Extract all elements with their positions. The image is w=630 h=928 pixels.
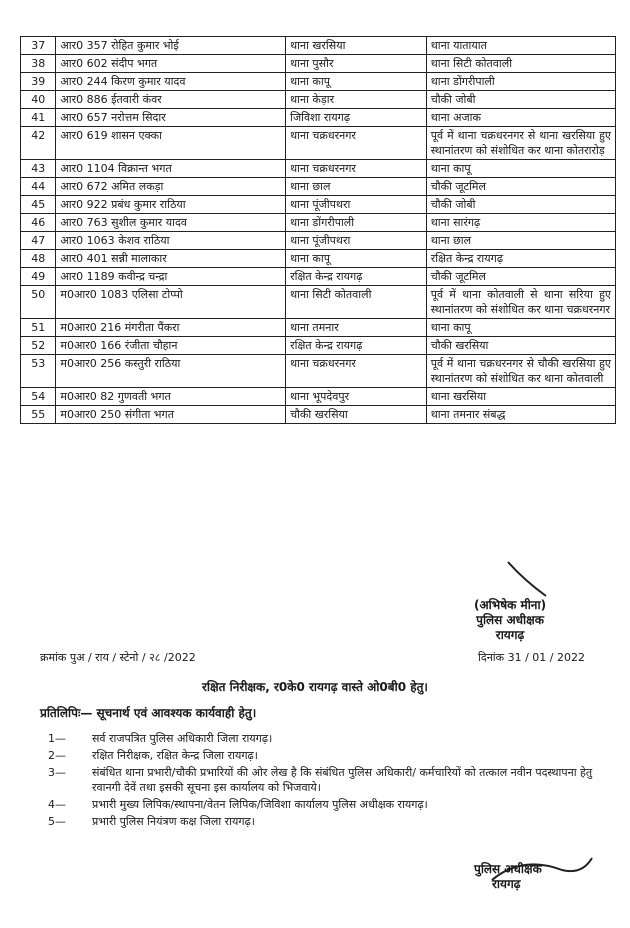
employee-name: म0आर0 216 मंगरीता पैंकरा bbox=[56, 319, 286, 337]
copy-text: प्रभारी मुख्य लिपिक/स्थापना/वेतन लिपिक/जिविशा कार्यालय पुलिस अधीक्षक रायगढ़। bbox=[92, 798, 428, 811]
current-posting: थाना केड़ार bbox=[286, 91, 427, 109]
copy-text: सर्व राजपत्रित पुलिस अधिकारी जिला रायगढ़। bbox=[92, 732, 273, 745]
employee-name: आर0 1189 कवीन्द्र चन्द्रा bbox=[56, 268, 286, 286]
table-row bbox=[21, 178, 616, 196]
new-posting: थाना छाल bbox=[426, 232, 615, 250]
new-posting: रक्षित केन्द्र रायगढ़ bbox=[426, 250, 615, 268]
table-row bbox=[21, 355, 616, 388]
new-posting: चौकी जूटमिल bbox=[426, 268, 615, 286]
employee-name: आर0 244 किरण कुमार यादव bbox=[56, 73, 286, 91]
new-posting: थाना तमनार संबद्ध bbox=[426, 406, 615, 424]
serial-number: 42 bbox=[21, 127, 56, 160]
copy-number: 2— bbox=[48, 749, 66, 762]
employee-name: आर0 619 शासन एक्का bbox=[56, 127, 286, 160]
signatory-place: रायगढ़ bbox=[495, 628, 525, 642]
new-posting: थाना सारंगढ़ bbox=[426, 214, 615, 232]
serial-number: 46 bbox=[21, 214, 56, 232]
new-posting: पूर्व में थाना चक्रधरनगर से थाना खरसिया हुए स्थानांतरण को संशोधित कर थाना कोतरारोड़ bbox=[426, 127, 615, 160]
serial-number: 39 bbox=[21, 73, 56, 91]
copy-item bbox=[48, 814, 608, 829]
copy-item bbox=[48, 797, 608, 812]
current-posting: थाना छाल bbox=[286, 178, 427, 196]
employee-name: आर0 922 प्रबंध कुमार राठिया bbox=[56, 196, 286, 214]
new-posting: चौकी खरसिया bbox=[426, 337, 615, 355]
serial-number: 41 bbox=[21, 109, 56, 127]
copy-number: 1— bbox=[48, 732, 66, 745]
new-posting: पूर्व में थाना चक्रधरनगर से चौकी खरसिया हुए स्थानांतरण को संशोधित कर थाना कोतवाली bbox=[426, 355, 615, 388]
table-row bbox=[21, 91, 616, 109]
table-row bbox=[21, 406, 616, 424]
employee-name: म0आर0 1083 एलिसा टोप्पो bbox=[56, 286, 286, 319]
new-posting: थाना कापू bbox=[426, 319, 615, 337]
employee-name: आर0 657 नरोत्तम सिदार bbox=[56, 109, 286, 127]
table-row bbox=[21, 319, 616, 337]
new-posting: पूर्व में थाना कोतवाली से थाना सरिया हुए स्थानांतरण को संशोधित कर थाना चक्रधरनगर bbox=[426, 286, 615, 319]
new-posting: थाना डोंगरीपाली bbox=[426, 73, 615, 91]
footer-designation: पुलिस अधीक्षक bbox=[474, 862, 542, 876]
employee-name: आर0 602 संदीप भगत bbox=[56, 55, 286, 73]
employee-name: आर0 763 सुशील कुमार यादव bbox=[56, 214, 286, 232]
current-posting: थाना पुसौर bbox=[286, 55, 427, 73]
employee-name: आर0 401 सन्नी मालाकार bbox=[56, 250, 286, 268]
new-posting: थाना सिटी कोतवाली bbox=[426, 55, 615, 73]
signatory-name: (अभिषेक मीना) bbox=[474, 598, 547, 612]
current-posting: थाना कापू bbox=[286, 73, 427, 91]
table-row bbox=[21, 250, 616, 268]
current-posting: थाना पूंजीपथरा bbox=[286, 232, 427, 250]
new-posting: थाना यातायात bbox=[426, 37, 615, 55]
serial-number: 47 bbox=[21, 232, 56, 250]
current-posting: रक्षित केन्द्र रायगढ़ bbox=[286, 268, 427, 286]
transfer-table bbox=[20, 36, 616, 424]
copy-item bbox=[48, 765, 608, 795]
serial-number: 55 bbox=[21, 406, 56, 424]
serial-number: 51 bbox=[21, 319, 56, 337]
signature-stroke bbox=[506, 560, 566, 600]
current-posting: रक्षित केन्द्र रायगढ़ bbox=[286, 337, 427, 355]
copy-number: 4— bbox=[48, 798, 66, 811]
copy-number: 5— bbox=[48, 815, 66, 828]
new-posting: चौकी जोबी bbox=[426, 91, 615, 109]
table-row bbox=[21, 214, 616, 232]
table-row bbox=[21, 160, 616, 178]
employee-name: म0आर0 256 कस्तुरी राठिया bbox=[56, 355, 286, 388]
current-posting: थाना पूंजीपथरा bbox=[286, 196, 427, 214]
employee-name: म0आर0 166 रंजीता चौहान bbox=[56, 337, 286, 355]
new-posting: चौकी जूटमिल bbox=[426, 178, 615, 196]
table-row bbox=[21, 37, 616, 55]
current-posting: जिविशा रायगढ़ bbox=[286, 109, 427, 127]
copy-number: 3— bbox=[48, 766, 66, 779]
copy-text: प्रभारी पुलिस नियंत्रण कक्ष जिला रायगढ़। bbox=[92, 815, 255, 828]
serial-number: 49 bbox=[21, 268, 56, 286]
table-row bbox=[21, 337, 616, 355]
signature-block bbox=[474, 598, 546, 643]
table-row bbox=[21, 196, 616, 214]
employee-name: आर0 1104 विक्रान्त भगत bbox=[56, 160, 286, 178]
serial-number: 43 bbox=[21, 160, 56, 178]
serial-number: 50 bbox=[21, 286, 56, 319]
copy-item bbox=[48, 731, 608, 746]
current-posting: थाना चक्रधरनगर bbox=[286, 355, 427, 388]
table-row bbox=[21, 232, 616, 250]
copy-text: रक्षित निरीक्षक, रक्षित केन्द्र जिला रायगढ़। bbox=[92, 749, 258, 762]
serial-number: 53 bbox=[21, 355, 56, 388]
new-posting: चौकी जोबी bbox=[426, 196, 615, 214]
current-posting: थाना चक्रधरनगर bbox=[286, 127, 427, 160]
footer-place: रायगढ़ bbox=[492, 877, 521, 891]
table-row bbox=[21, 55, 616, 73]
table-row bbox=[21, 127, 616, 160]
current-posting: थाना चक्रधरनगर bbox=[286, 160, 427, 178]
table-row bbox=[21, 109, 616, 127]
current-posting: चौकी खरसिया bbox=[286, 406, 427, 424]
table-row bbox=[21, 73, 616, 91]
current-posting: थाना सिटी कोतवाली bbox=[286, 286, 427, 319]
serial-number: 54 bbox=[21, 388, 56, 406]
copy-heading: प्रतिलिपिः— सूचनार्थ एवं आवश्यक कार्यवाही हेतु। bbox=[40, 706, 257, 720]
copy-list bbox=[48, 731, 608, 831]
current-posting: थाना तमनार bbox=[286, 319, 427, 337]
table-row bbox=[21, 268, 616, 286]
serial-number: 38 bbox=[21, 55, 56, 73]
serial-number: 45 bbox=[21, 196, 56, 214]
current-posting: थाना भूपदेवपुर bbox=[286, 388, 427, 406]
employee-name: आर0 672 अमित लकड़ा bbox=[56, 178, 286, 196]
new-posting: थाना कापू bbox=[426, 160, 615, 178]
new-posting: थाना खरसिया bbox=[426, 388, 615, 406]
table-row bbox=[21, 286, 616, 319]
current-posting: थाना डोंगरीपाली bbox=[286, 214, 427, 232]
order-title: रक्षित निरीक्षक, र0के0 रायगढ़ वास्ते ओ0बी0 हेतु। bbox=[202, 680, 428, 694]
employee-name: आर0 357 रोहित कुमार भोई bbox=[56, 37, 286, 55]
employee-name: म0आर0 250 संगीता भगत bbox=[56, 406, 286, 424]
serial-number: 40 bbox=[21, 91, 56, 109]
serial-number: 44 bbox=[21, 178, 56, 196]
table-row bbox=[21, 388, 616, 406]
employee-name: आर0 886 ईतवारी कंवर bbox=[56, 91, 286, 109]
reference-number: क्रमांक पुअ / राय / स्टेनो / २८ /2022 bbox=[40, 651, 196, 664]
employee-name: म0आर0 82 गुणवती भगत bbox=[56, 388, 286, 406]
employee-name: आर0 1063 केशव राठिया bbox=[56, 232, 286, 250]
footer-signature bbox=[474, 862, 542, 892]
copy-text: संबंधित थाना प्रभारी/चौकी प्रभारियों की ओर लेख है कि संबंधित पुलिस अधिकारी/ कर्मचारियों को तत्काल नवीन पदस्थापना हेतु रवानगी देवें तथा इसकी सूचना इस कार्यालय को भिजवाये। bbox=[92, 766, 593, 794]
new-posting: थाना अजाक bbox=[426, 109, 615, 127]
serial-number: 48 bbox=[21, 250, 56, 268]
serial-number: 52 bbox=[21, 337, 56, 355]
reference-date: दिनांक 31 / 01 / 2022 bbox=[478, 651, 585, 664]
current-posting: थाना खरसिया bbox=[286, 37, 427, 55]
serial-number: 37 bbox=[21, 37, 56, 55]
current-posting: थाना कापू bbox=[286, 250, 427, 268]
copy-item bbox=[48, 748, 608, 763]
signatory-designation: पुलिस अधीक्षक bbox=[476, 613, 544, 627]
